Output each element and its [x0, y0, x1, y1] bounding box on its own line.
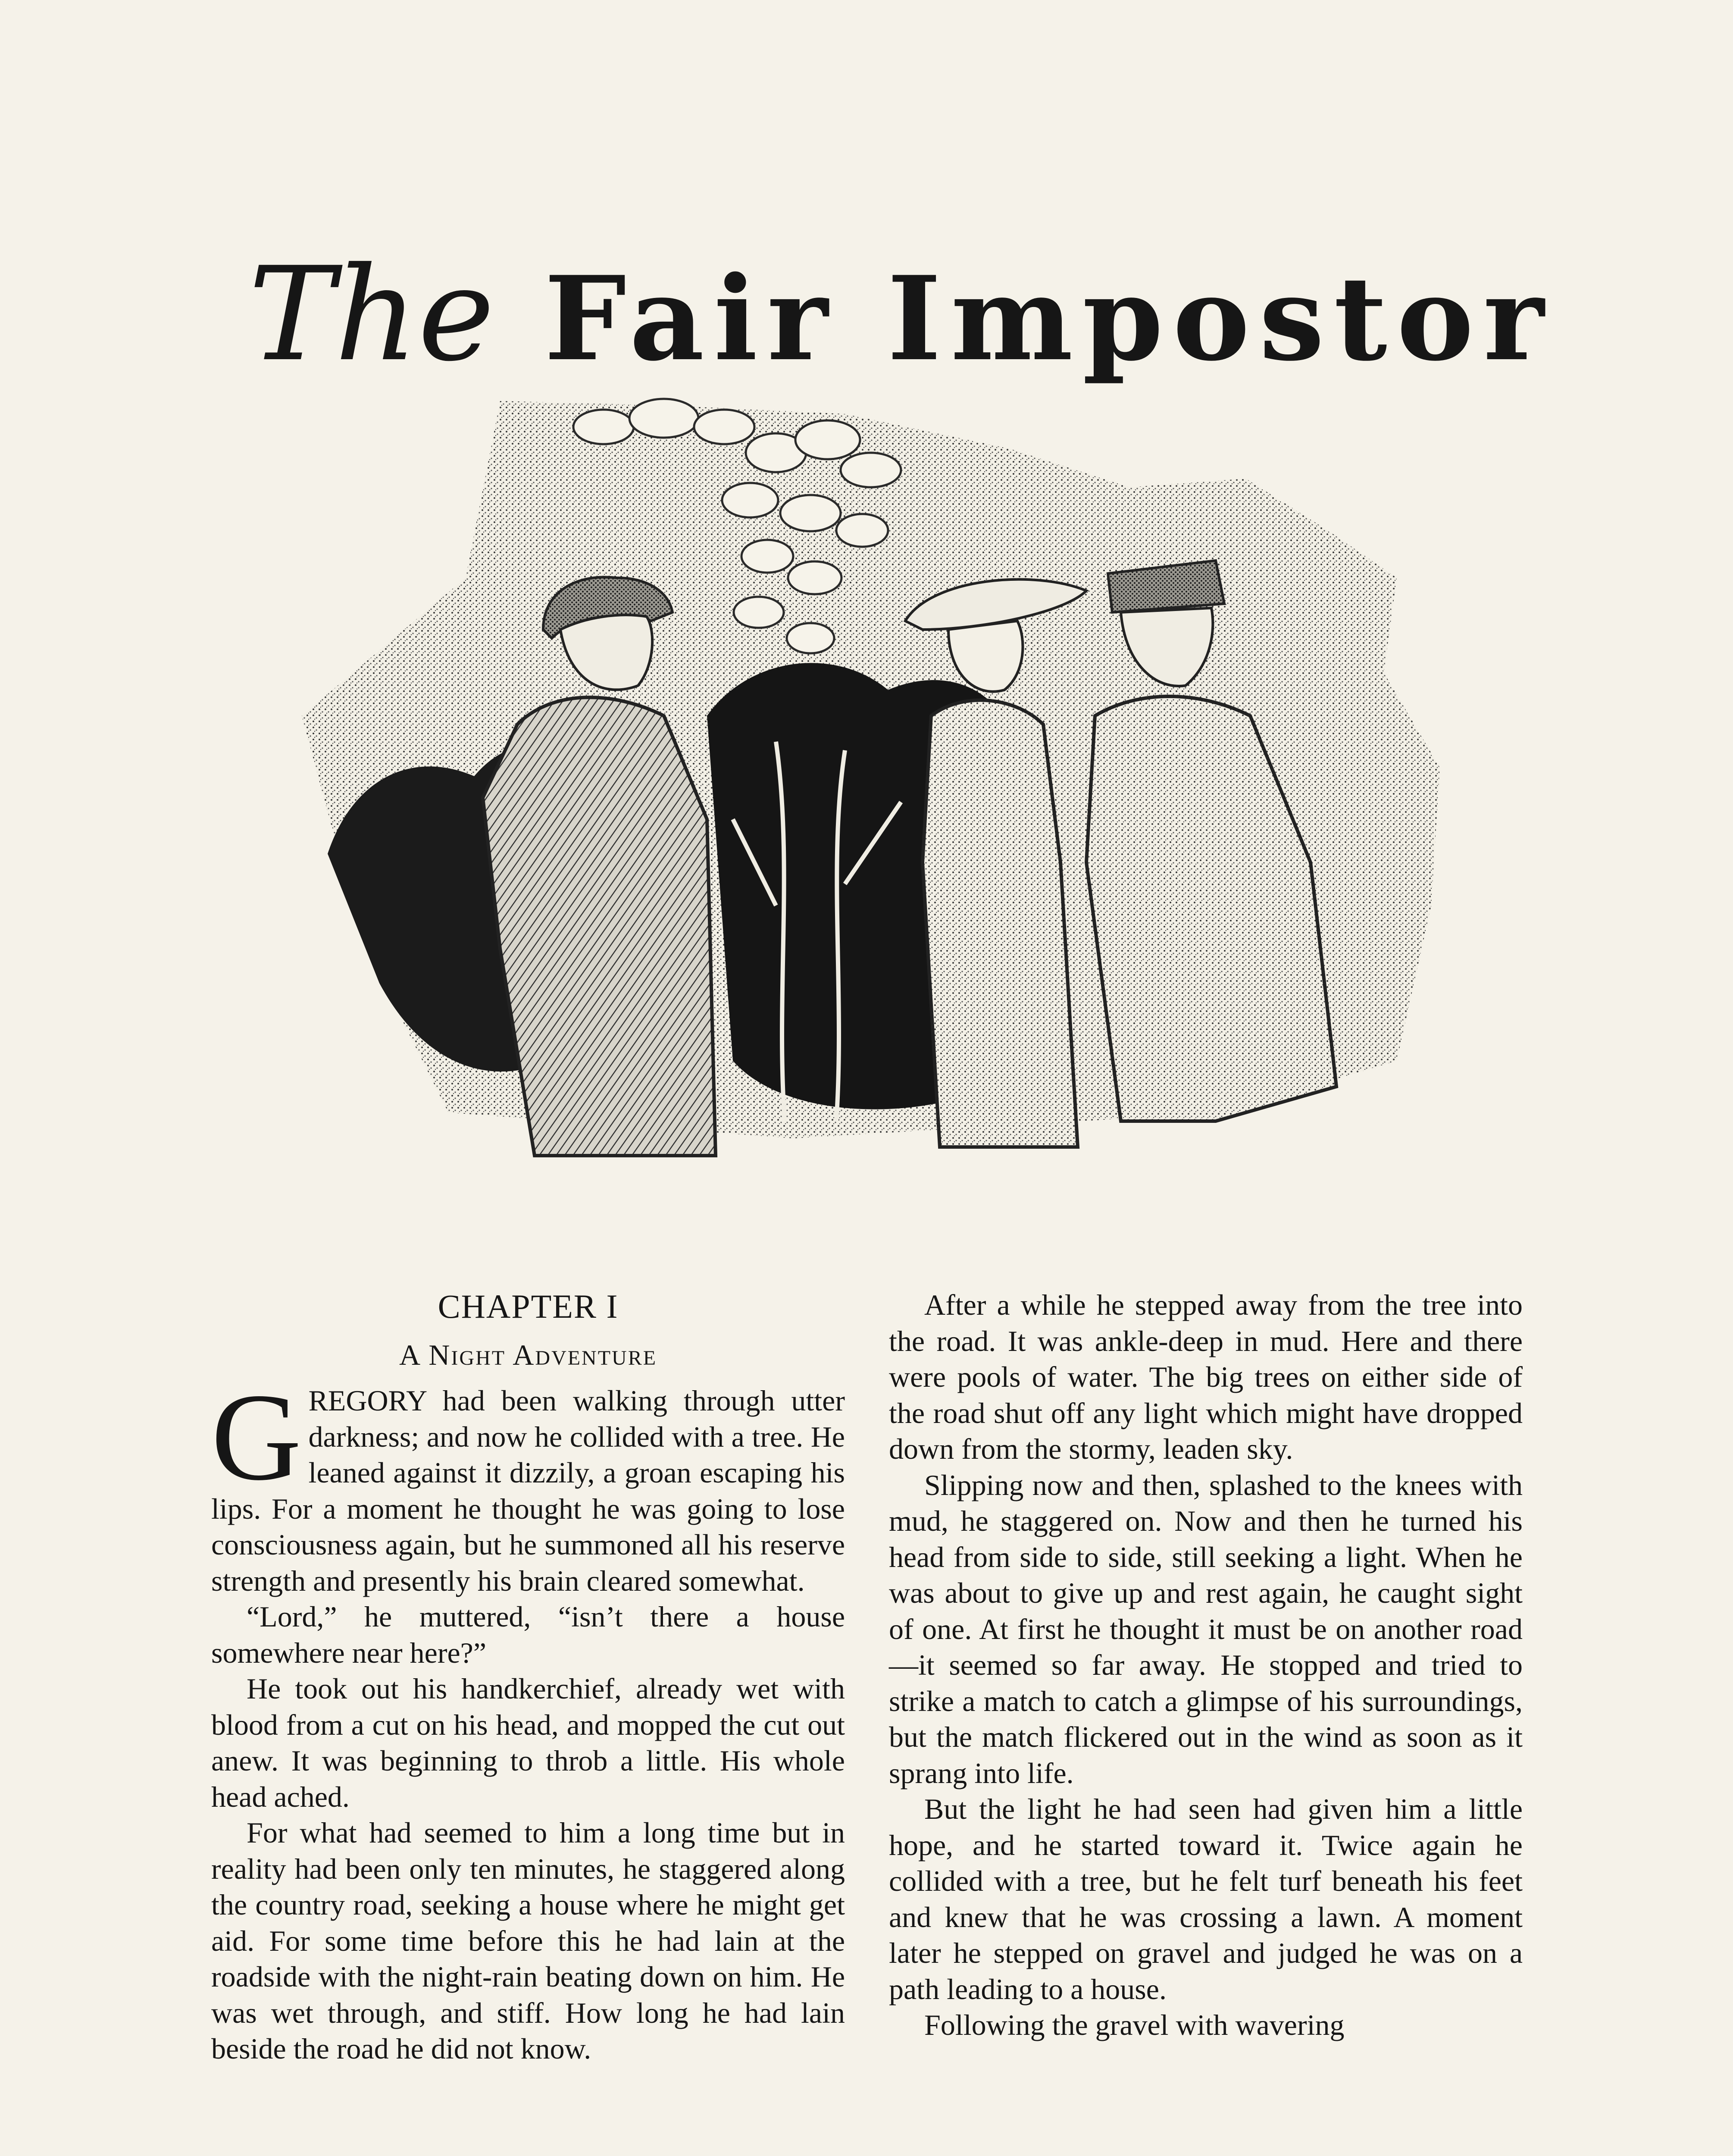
paragraph [211, 1368, 845, 1599]
title-prefix: The [248, 239, 495, 390]
chapter-subtitle: A Night Adventure [399, 1338, 657, 1371]
paragraph: He took out his handkerchief, already wet with blood from a cut on his head, and mopped the cut out anew. It was beginning to throb a little. His whole head ached. [211, 1672, 845, 1813]
story-illustration [276, 388, 1483, 1199]
paragraph: But the light he had seen had given him a little hope, and he started toward it. Twice again he collided with a tree, but he felt turf beneath his feet and knew that he was crossing a lawn. A moment later he stepped on gravel and judged he was on a path leading to a house. [889, 1792, 1523, 2006]
paragraph: Following the gravel with wavering [924, 2009, 1345, 2041]
chapter-heading: CHAPTER I [438, 1288, 619, 1325]
paragraph: For what had seemed to him a long time but in reality had been only ten minutes, he staggered along the country road, seeking a house where he might get aid. For some time before this he had lain at the roadside with the night-rain beating down on him. He was wet through, and stiff. How long he had lain beside the road he did not know. [211, 1816, 845, 2065]
left-column [211, 1287, 845, 2067]
right-column [889, 1287, 1523, 2043]
title-main: Fair Impostor [544, 251, 1554, 387]
paragraph-text: REGORY had been walking through utter darkness; and now he collided with a tree. He leaned against it dizzily, a groan escaping his lips. For a moment he thought he was going to lose consciousness again, but he summoned all his reserve strength and presently his brain cleared somewhat. [211, 1384, 845, 1597]
paragraph: Slipping now and then, splashed to the knees with mud, he staggered on. Now and then he turned his head from side to side, still seeking a light. When he was about to give up and rest again, he caught sight of one. At first he thought it must be on another road—it seemed so far away. He stopped and tried to strike a match to catch a glimpse of his surroundings, but the match flickered out in the wind as soon as it sprang into life. [889, 1468, 1523, 1789]
drop-cap: G [211, 1368, 302, 1506]
paragraph: “Lord,” he muttered, “isn’t there a house somewhere near here?” [211, 1600, 845, 1669]
paragraph: After a while he stepped away from the tree into the road. It was ankle-deep in mud. Here and there were pools of water. The big trees on either side of the road shut off any light which might have dropped down from the stormy, leaden sky. [889, 1288, 1523, 1465]
story-title [233, 224, 1569, 405]
